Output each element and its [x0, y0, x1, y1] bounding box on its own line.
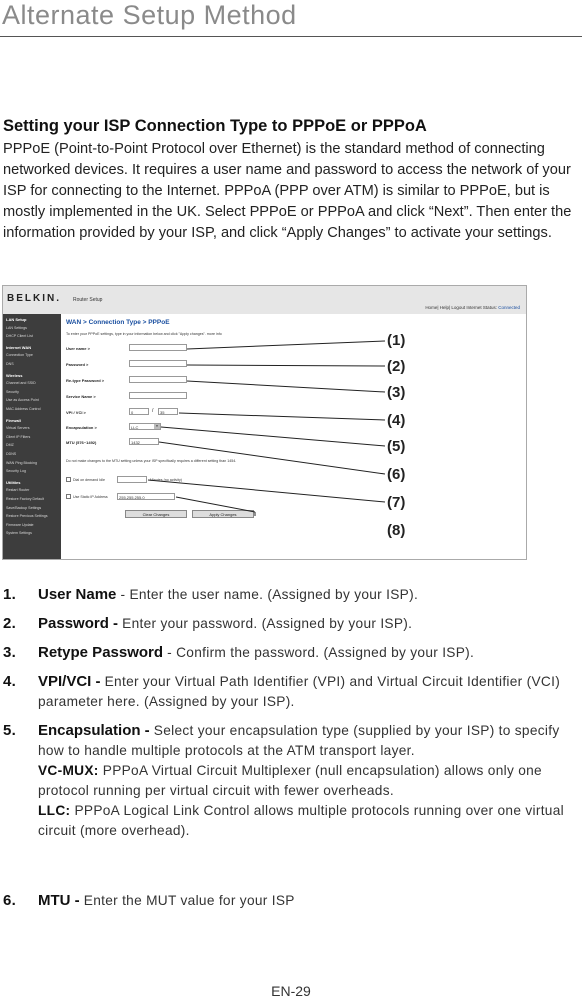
retype-password-label: Re-type Password > — [66, 378, 105, 383]
item-term: Retype Password — [38, 644, 164, 661]
nav-item[interactable]: Utilities — [6, 479, 21, 485]
mtu-label: MTU (576~1492) — [66, 440, 97, 445]
nav-item[interactable]: DMZ — [6, 443, 14, 448]
leader-3 — [187, 381, 385, 392]
leader-6 — [159, 442, 385, 474]
nav-item[interactable]: Internet WAN — [6, 344, 32, 350]
top-links-text: Home| Help| Logout Internet Status: — [425, 305, 497, 310]
page-number: EN-29 — [271, 983, 311, 999]
password-label: Password > — [66, 362, 89, 367]
leader-1 — [187, 341, 385, 349]
item-number: 6. — [3, 892, 17, 909]
item-text: - Confirm the password. (Assigned by your ISP). — [163, 645, 475, 660]
router-setup-title: Router Setup — [73, 297, 103, 303]
nav-item[interactable]: Wireless — [6, 372, 23, 378]
static-ip-label: Use Static IP Address — [73, 495, 108, 499]
item-text: - Enter the user name. (Assigned by your ISP). — [116, 587, 419, 602]
wan-title: WAN > Connection Type > PPPoE — [66, 319, 170, 326]
item-number: 4. — [3, 673, 17, 690]
wan-desc: To enter your PPPoE settings, type in your information below and click "Apply changes". more info — [66, 332, 222, 336]
item-number: 5. — [3, 722, 17, 739]
callout-7: (7) — [387, 494, 406, 511]
leader-4 — [179, 413, 385, 420]
item-text: Enter your password. (Assigned by your ISP). — [118, 616, 413, 631]
nav-item[interactable]: DDNS — [6, 452, 17, 456]
item-term: User Name — [38, 586, 117, 603]
nav-item[interactable]: WAN Ping Blocking — [6, 460, 38, 465]
nav-item[interactable]: DNS — [6, 362, 14, 366]
nav-item[interactable]: Client IP Filters — [6, 434, 31, 439]
nav-item[interactable]: Channel and SSID — [6, 381, 36, 386]
nav-item[interactable]: Security — [6, 389, 19, 394]
intro-paragraph: PPPoE (Point-to-Point Protocol over Ethernet) is the standard method of connecting networked devices. It requires a user name and password to access the network of your ISP for connecting to the Internet. PPPoA (PPP over ATM) is similar to PPPoE, but is mostly implemented in the UK. Select PPPoE or PPPoA and click “Next”. Then enter the information provided by your ISP, and click “Apply Changes” to activate your settings. — [3, 141, 572, 241]
item-term: VPI/VCI - — [38, 673, 101, 690]
callout-8: (8) — [387, 522, 406, 539]
item-body — [38, 672, 578, 712]
item-term: MTU - — [38, 892, 80, 909]
leader-8 — [176, 497, 255, 512]
service-name-label: Service Name > — [66, 394, 96, 399]
clear-changes-button[interactable]: Clear Changes — [125, 510, 187, 518]
nav-item[interactable]: Virtual Servers — [6, 426, 30, 431]
callout-leader-lines — [3, 286, 526, 559]
nav-item[interactable]: Use as Access Point — [6, 398, 39, 403]
header-rule — [0, 36, 582, 37]
leader-5 — [161, 427, 385, 446]
vpi-vci-separator: / — [152, 408, 154, 414]
nav-item[interactable]: LAN Settings — [6, 325, 27, 330]
static-ip-input[interactable]: 255.255.255.0 — [117, 493, 175, 500]
item-text: Enter your Virtual Path Identifier (VPI) and Virtual Circuit Identifier (VCI) parameter here. (Assigned by your ISP). — [38, 674, 561, 709]
page-header: Alternate Setup Method — [2, 0, 297, 30]
mtu-note: Do not make changes to the MTU setting unless your ISP specifically requires a different setting than 1454. — [66, 459, 237, 463]
nav-item[interactable]: Security Log — [6, 469, 26, 474]
router-screenshot — [2, 285, 527, 560]
belkin-logo: BELKIN. — [7, 293, 61, 304]
vcmux-text: PPPoA Virtual Circuit Multiplexer (null encapsulation) allows only one protocol running per virtual circuit with fewer overheads. — [38, 763, 542, 798]
callout-3: (3) — [387, 384, 406, 401]
nav-item[interactable]: Save/Backup Settings — [6, 505, 42, 510]
vpi-vci-label: VPI / VCI > — [66, 410, 86, 415]
nav-item[interactable]: Restart Router — [6, 488, 30, 493]
callout-1: (1) — [387, 332, 406, 349]
item-body — [38, 721, 578, 841]
item-body — [38, 891, 578, 911]
llc-term: LLC: — [38, 803, 71, 818]
callout-5: (5) — [387, 438, 406, 455]
callout-4: (4) — [387, 412, 406, 429]
vcmux-term: VC-MUX: — [38, 763, 99, 778]
item-term: Password - — [38, 615, 119, 632]
item-body — [38, 614, 578, 634]
encapsulation-value: LLC — [131, 425, 139, 430]
nav-item[interactable]: Restore Previous Settings — [6, 514, 48, 519]
dial-on-demand-label: Dial on demand Idle — [73, 478, 105, 482]
idle-minutes-suffix: Minutes (no activity) — [150, 478, 182, 482]
item-body — [38, 585, 578, 605]
encapsulation-label: Encapsulation > — [66, 425, 97, 430]
nav-item[interactable]: Restore Factory Default — [6, 497, 44, 501]
internet-status: Connected — [498, 305, 520, 310]
item-text: Enter the MUT value for your ISP — [79, 893, 295, 908]
chevron-down-icon: ▼ — [155, 424, 159, 428]
mtu-input[interactable]: 1432 — [129, 438, 159, 445]
nav-item[interactable]: Firewall — [6, 417, 21, 423]
nav-item[interactable]: Connection Type — [6, 353, 33, 358]
item-text: Select your encapsulation type (supplied by your ISP) to specify how to handle multiple protocols at the ATM transport layer. — [38, 723, 560, 758]
item-number: 1. — [3, 586, 17, 603]
nav-item[interactable]: MAC Address Control — [6, 407, 41, 411]
item-number: 2. — [3, 615, 17, 632]
leader-2 — [187, 365, 385, 366]
item-term: Encapsulation - — [38, 722, 150, 739]
username-label: User name > — [66, 346, 90, 351]
callout-2: (2) — [387, 358, 406, 375]
item-number: 3. — [3, 644, 17, 661]
callout-6: (6) — [387, 466, 406, 483]
nav-item[interactable]: Firmware Update — [6, 522, 34, 527]
nav-item[interactable]: LAN Setup — [6, 317, 27, 322]
nav-item[interactable]: DHCP Client List — [6, 334, 33, 339]
nav-item[interactable]: System Settings — [6, 531, 32, 536]
item-body — [38, 643, 578, 663]
llc-text: PPPoA Logical Link Control allows multiple protocols running over one virtual circuit (more overhead). — [38, 803, 564, 838]
apply-changes-button[interactable]: Apply Changes — [192, 510, 254, 518]
section-title: Setting your ISP Connection Type to PPPoE or PPPoA — [3, 117, 427, 135]
vpi-input[interactable]: 0 — [129, 408, 149, 415]
vci-input[interactable]: 35 — [158, 408, 178, 415]
